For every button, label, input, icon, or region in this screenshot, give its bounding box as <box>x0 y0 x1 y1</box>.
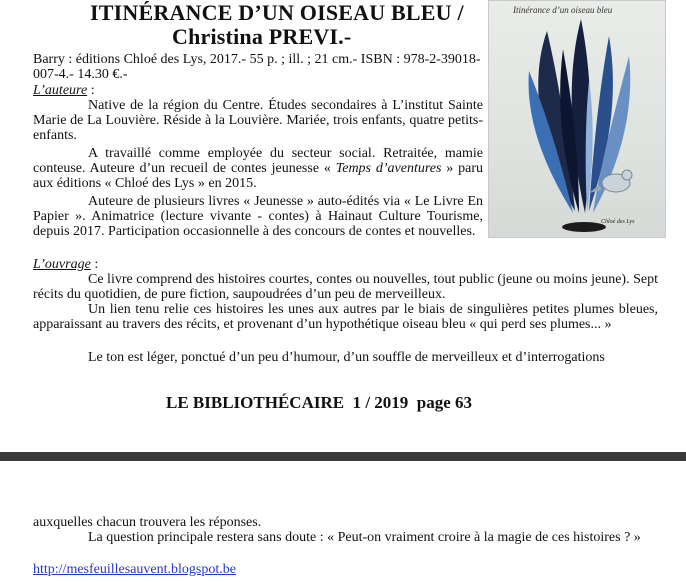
book-cover-image <box>488 0 666 238</box>
book-title <box>90 1 464 49</box>
auteure-paragraph: Native de la région du Centre. Études secondaires à L’institut Sainte Marie de La Louvière. Réside à la Louvière. Mariée, trois enfants, quatre petits-enfants. <box>33 98 483 143</box>
ouvrage-paragraph: Le ton est léger, ponctué d’un peu d’humour, d’un souffle de merveilleux et d’interrogations <box>88 350 605 365</box>
ouvrage-paragraph: Un lien tenu relie ces histoires les unes aux autres par le biais de singulières petites plumes bleues, apparaissant au travers des récits, et provenant d’un hypothétique oiseau bleu « qui perd ses plumes... » <box>33 302 658 332</box>
cover-publisher: Chloé des Lys <box>601 219 635 225</box>
cover-title: Itinérance d’un oiseau bleu <box>513 5 613 15</box>
blog-link[interactable]: http://mesfeuillesauvent.blogspot.be <box>33 562 236 577</box>
feathers-illustration <box>489 1 666 238</box>
author-name: Christina PREVI.- <box>172 24 352 49</box>
question-paragraph: La question principale restera sans doute : « Peut-on vraiment croire à la magie de ces histoires ? » <box>88 530 641 545</box>
page-footer: LE BIBLIOTHÉCAIRE 1 / 2019 page 63 <box>166 393 473 412</box>
page-divider <box>0 452 686 461</box>
auteure-paragraph: A travaillé comme employée du secteur social. Retraitée, mamie conteuse. Auteure d’un recueil de contes jeunesse « Temps d’aventures » paru aux éditions « Chloé des Lys » en 2015. <box>33 146 484 191</box>
ouvrage-heading: L’ouvrage : <box>33 257 99 272</box>
page-64 <box>0 461 686 582</box>
blog-link-row <box>33 562 658 577</box>
continuation-line: auxquelles chacun trouvera les réponses. <box>33 515 262 530</box>
ouvrage-paragraph: Ce livre comprend des histoires courtes, contes ou nouvelles, tout public (jeune ou moins jeune). Sept récits du quotidien, de pure fiction, saupoudrées d’un peu de merveilleux. <box>33 272 658 302</box>
auteure-paragraph: Auteure de plusieurs livres « Jeunesse » auto-édités via « Le Livre En Papier ». Animatrice (lecture vivante - contes) à Hainaut Culture Tourisme, depuis 2017. Participation occasionnelle à des concours de contes et nouvelles. <box>33 194 483 239</box>
book-title-line: ITINÉRANCE D’UN OISEAU BLEU / <box>90 0 464 25</box>
auteure-heading: L’auteure : <box>33 83 95 98</box>
bibliographic-info: Barry : éditions Chloé des Lys, 2017.- 55 p. ; ill. ; 21 cm.- ISBN : 978-2-39018-007-4.- 14.30 €.- <box>33 52 481 82</box>
